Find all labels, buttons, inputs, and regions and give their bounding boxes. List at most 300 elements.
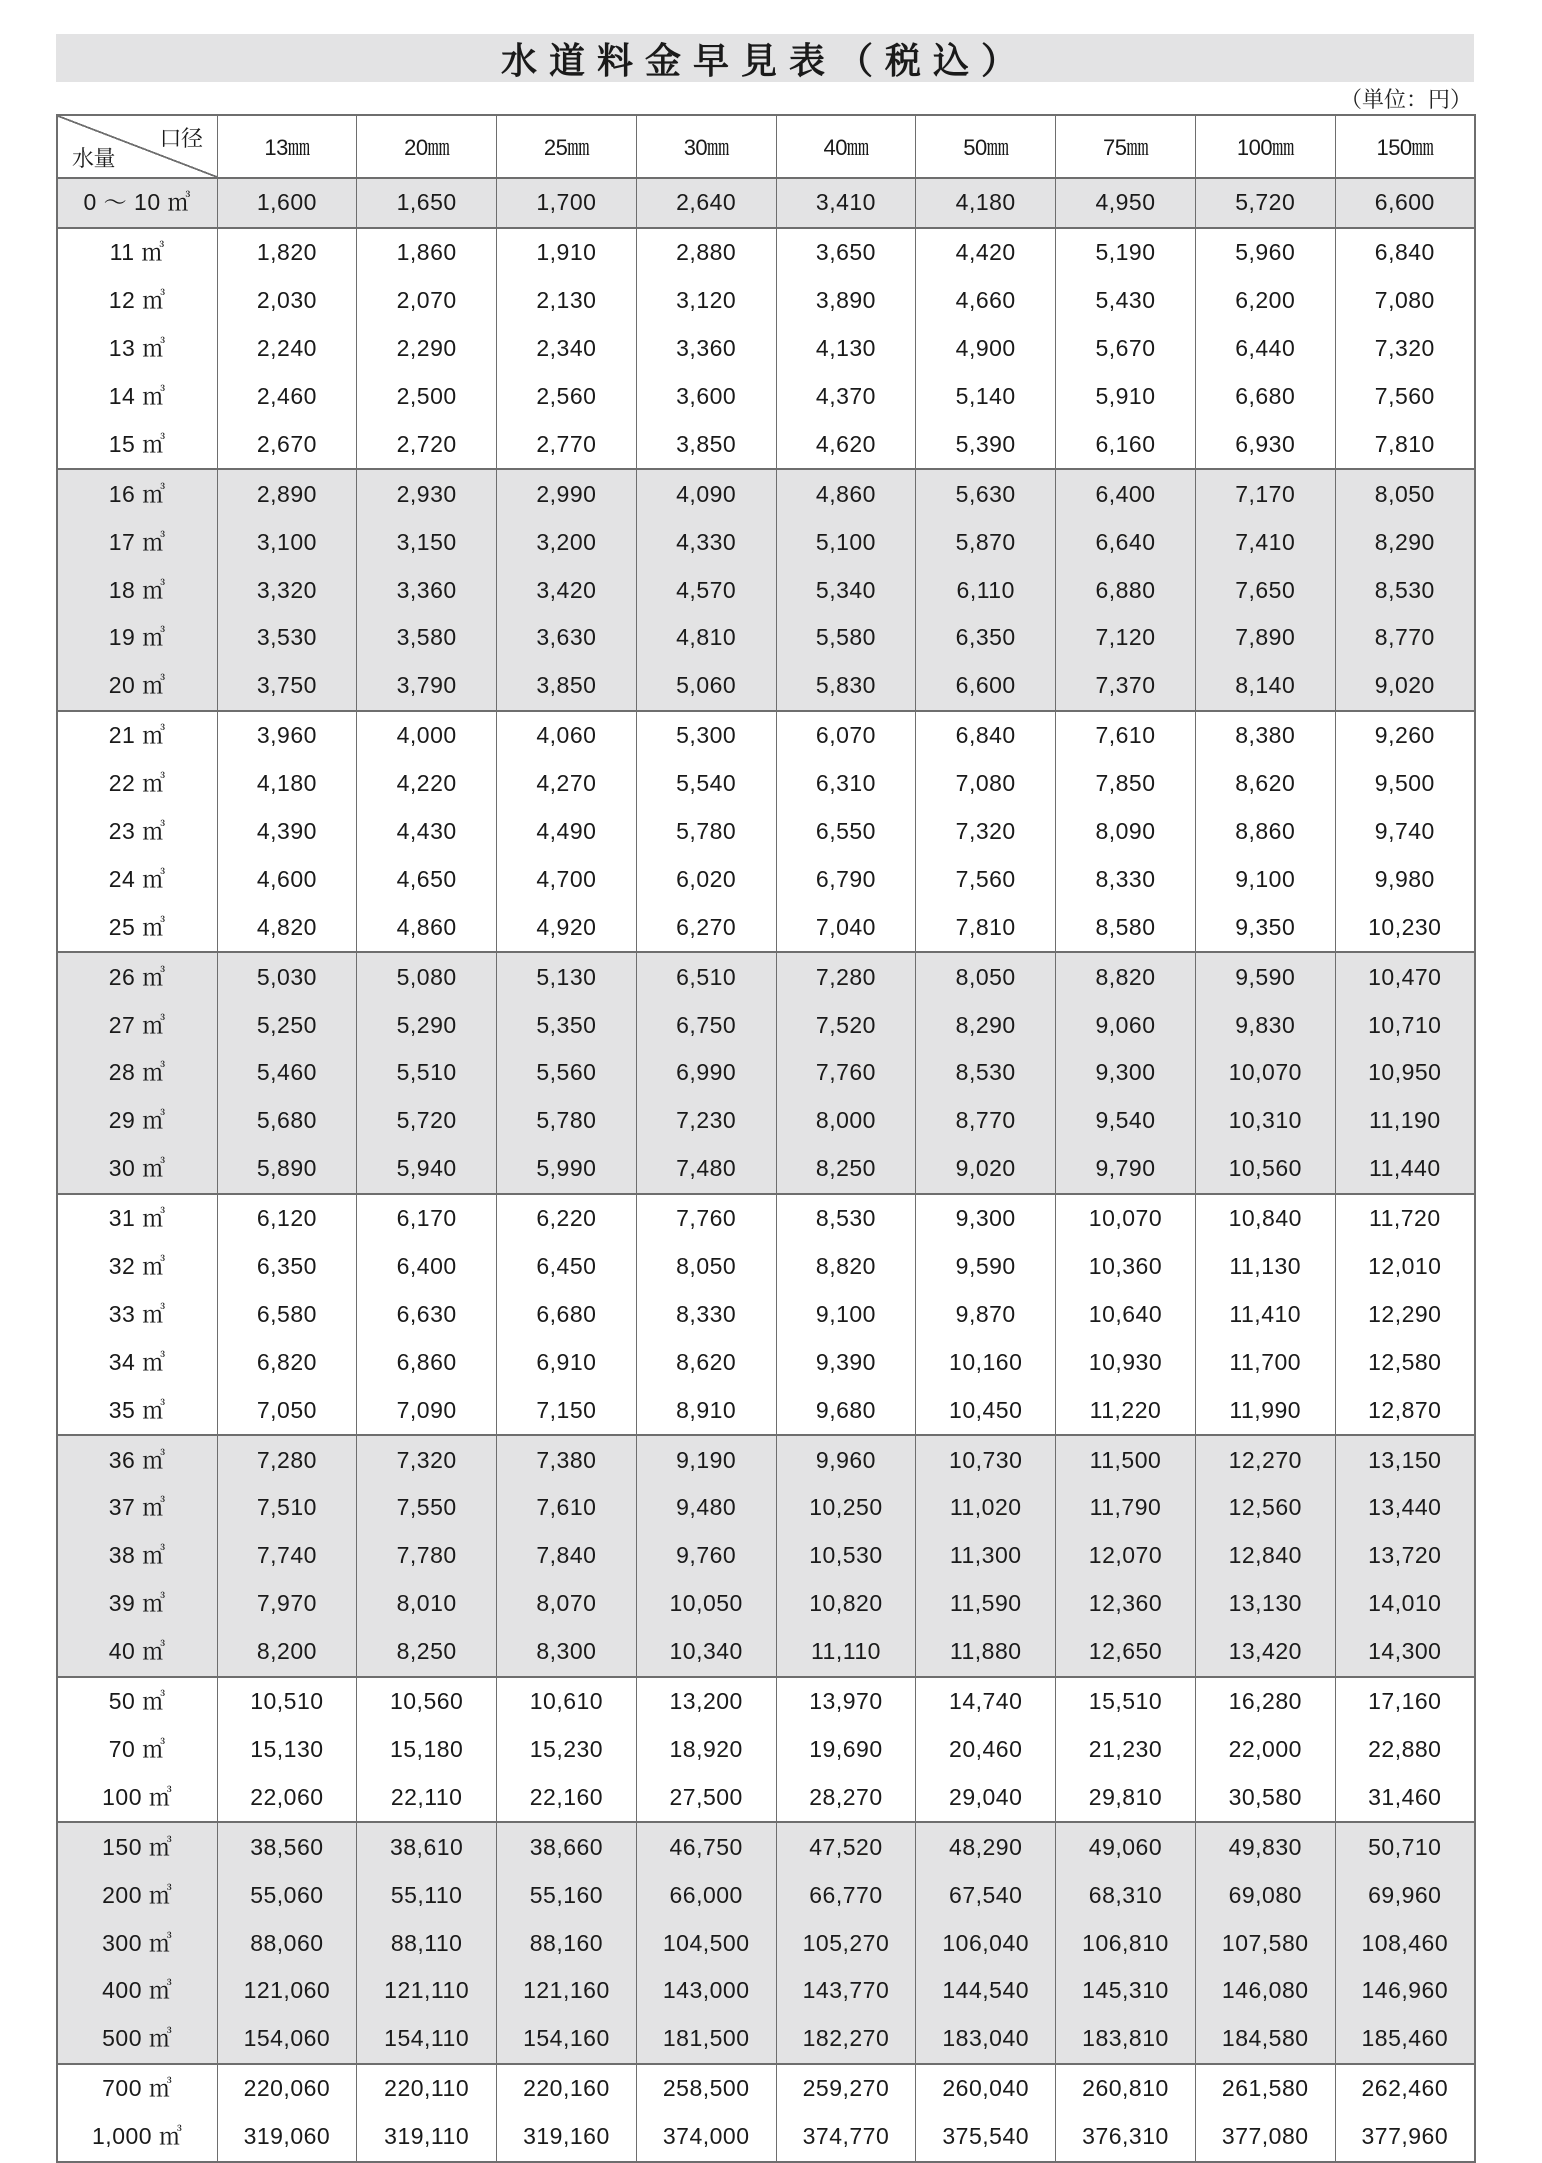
- table-row: [57, 1145, 1475, 1194]
- header-row: [57, 115, 1475, 178]
- table-row: [57, 1919, 1475, 1967]
- rate-cell: 121,060: [217, 1967, 357, 2015]
- rate-cell: 5,670: [1056, 325, 1196, 373]
- rate-cell: 29,040: [916, 1773, 1056, 1822]
- rate-cell: 11,220: [1056, 1386, 1196, 1435]
- table-row: [57, 178, 1475, 228]
- rate-cell: 8,330: [1056, 855, 1196, 903]
- rate-cell: 19,690: [776, 1726, 916, 1774]
- rate-cell: 2,770: [497, 420, 637, 469]
- rate-cell: 146,960: [1335, 1967, 1475, 2015]
- rate-cell: 3,320: [217, 566, 357, 614]
- rate-cell: 16,280: [1195, 1677, 1335, 1726]
- rate-cell: 6,790: [776, 855, 916, 903]
- rate-cell: 7,090: [357, 1386, 497, 1435]
- rate-cell: 6,270: [636, 903, 776, 952]
- rate-cell: 2,460: [217, 373, 357, 421]
- rate-cell: 30,580: [1195, 1773, 1335, 1822]
- rate-cell: 6,680: [1195, 373, 1335, 421]
- rate-cell: 377,080: [1195, 2113, 1335, 2162]
- volume-cell: 24 ㎥: [57, 855, 217, 903]
- rate-cell: 7,050: [217, 1386, 357, 1435]
- rate-cell: 5,890: [217, 1145, 357, 1194]
- rate-cell: 108,460: [1335, 1919, 1475, 1967]
- table-row: [57, 1967, 1475, 2015]
- volume-cell: 20 ㎥: [57, 662, 217, 711]
- table-row: [57, 1243, 1475, 1291]
- rate-cell: 145,310: [1056, 1967, 1196, 2015]
- table-row: [57, 228, 1475, 277]
- rate-cell: 7,560: [1335, 373, 1475, 421]
- rate-cell: 22,880: [1335, 1726, 1475, 1774]
- rate-cell: 7,810: [1335, 420, 1475, 469]
- rate-cell: 374,770: [776, 2113, 916, 2162]
- rate-cell: 9,540: [1056, 1097, 1196, 1145]
- table-row: [57, 662, 1475, 711]
- table-row: [57, 373, 1475, 421]
- rate-cell: 5,780: [636, 808, 776, 856]
- rate-cell: 15,180: [357, 1726, 497, 1774]
- rate-cell: 8,580: [1056, 903, 1196, 952]
- table-row: [57, 952, 1475, 1001]
- rate-cell: 6,840: [916, 711, 1056, 760]
- rate-cell: 5,430: [1056, 277, 1196, 325]
- rate-cell: 5,060: [636, 662, 776, 711]
- table-row: [57, 1871, 1475, 1919]
- rate-cell: 6,170: [357, 1194, 497, 1243]
- rate-cell: 4,270: [497, 760, 637, 808]
- rate-cell: 11,880: [916, 1628, 1056, 1677]
- rate-cell: 66,770: [776, 1871, 916, 1919]
- rate-cell: 2,500: [357, 373, 497, 421]
- volume-cell: 29 ㎥: [57, 1097, 217, 1145]
- rate-cell: 8,330: [636, 1290, 776, 1338]
- rate-cell: 144,540: [916, 1967, 1056, 2015]
- volume-label: 水量: [72, 146, 116, 171]
- table-row: [57, 1532, 1475, 1580]
- rate-cell: 12,070: [1056, 1532, 1196, 1580]
- rate-cell: 5,680: [217, 1097, 357, 1145]
- rate-cell: 8,200: [217, 1628, 357, 1677]
- table-row: [57, 1677, 1475, 1726]
- volume-cell: 31 ㎥: [57, 1194, 217, 1243]
- volume-cell: 35 ㎥: [57, 1386, 217, 1435]
- rate-cell: 3,650: [776, 228, 916, 277]
- rate-cell: 31,460: [1335, 1773, 1475, 1822]
- rate-cell: 4,820: [217, 903, 357, 952]
- volume-cell: 14 ㎥: [57, 373, 217, 421]
- rate-cell: 121,110: [357, 1967, 497, 2015]
- rate-cell: 69,080: [1195, 1871, 1335, 1919]
- rate-cell: 8,770: [1335, 614, 1475, 662]
- rate-cell: 6,820: [217, 1338, 357, 1386]
- rate-cell: 17,160: [1335, 1677, 1475, 1726]
- rate-cell: 3,600: [636, 373, 776, 421]
- rate-cell: 50,710: [1335, 1822, 1475, 1871]
- rate-cell: 11,110: [776, 1628, 916, 1677]
- rate-cell: 4,620: [776, 420, 916, 469]
- rate-cell: 3,750: [217, 662, 357, 711]
- rate-cell: 11,190: [1335, 1097, 1475, 1145]
- rate-cell: 8,290: [1335, 518, 1475, 566]
- rate-cell: 5,100: [776, 518, 916, 566]
- rate-cell: 9,060: [1056, 1001, 1196, 1049]
- rate-cell: 9,020: [1335, 662, 1475, 711]
- volume-cell: 150 ㎥: [57, 1822, 217, 1871]
- rate-cell: 4,650: [357, 855, 497, 903]
- rate-cell: 6,120: [217, 1194, 357, 1243]
- rate-cell: 4,860: [357, 903, 497, 952]
- caliber-header: 150㎜: [1335, 115, 1475, 178]
- page-title: 水道料金早見表（税込）: [500, 40, 1029, 82]
- rate-cell: 29,810: [1056, 1773, 1196, 1822]
- caliber-header: 13㎜: [217, 115, 357, 178]
- rate-cell: 8,250: [357, 1628, 497, 1677]
- table-row: [57, 1194, 1475, 1243]
- rate-cell: 10,470: [1335, 952, 1475, 1001]
- rate-cell: 49,830: [1195, 1822, 1335, 1871]
- rate-cell: 38,560: [217, 1822, 357, 1871]
- rate-cell: 7,810: [916, 903, 1056, 952]
- rate-cell: 2,030: [217, 277, 357, 325]
- rate-cell: 6,880: [1056, 566, 1196, 614]
- rate-cell: 11,440: [1335, 1145, 1475, 1194]
- rate-cell: 49,060: [1056, 1822, 1196, 1871]
- rate-cell: 6,200: [1195, 277, 1335, 325]
- caliber-header: 20㎜: [357, 115, 497, 178]
- caliber-header: 50㎜: [916, 115, 1056, 178]
- rate-cell: 1,910: [497, 228, 637, 277]
- rate-cell: 2,990: [497, 469, 637, 518]
- table-row: [57, 2113, 1475, 2162]
- rate-cell: 22,160: [497, 1773, 637, 1822]
- rate-cell: 4,330: [636, 518, 776, 566]
- rate-cell: 7,510: [217, 1484, 357, 1532]
- rate-cell: 11,020: [916, 1484, 1056, 1532]
- rate-cell: 7,610: [1056, 711, 1196, 760]
- rate-cell: 5,910: [1056, 373, 1196, 421]
- volume-cell: 30 ㎥: [57, 1145, 217, 1194]
- rate-cell: 7,780: [357, 1532, 497, 1580]
- rate-cell: 10,930: [1056, 1338, 1196, 1386]
- rate-cell: 8,770: [916, 1097, 1056, 1145]
- rate-cell: 3,580: [357, 614, 497, 662]
- rate-cell: 4,860: [776, 469, 916, 518]
- volume-cell: 26 ㎥: [57, 952, 217, 1001]
- rate-cell: 376,310: [1056, 2113, 1196, 2162]
- rate-cell: 22,110: [357, 1773, 497, 1822]
- rate-cell: 5,780: [497, 1097, 637, 1145]
- rate-cell: 67,540: [916, 1871, 1056, 1919]
- rate-cell: 13,420: [1195, 1628, 1335, 1677]
- rate-cell: 8,380: [1195, 711, 1335, 760]
- volume-cell: 0 ～ 10 ㎥: [57, 178, 217, 228]
- rate-cell: 5,560: [497, 1049, 637, 1097]
- rate-cell: 6,580: [217, 1290, 357, 1338]
- volume-cell: 18 ㎥: [57, 566, 217, 614]
- rate-cell: 11,790: [1056, 1484, 1196, 1532]
- rate-cell: 106,040: [916, 1919, 1056, 1967]
- rate-cell: 5,870: [916, 518, 1056, 566]
- rate-cell: 14,300: [1335, 1628, 1475, 1677]
- rate-cell: 5,720: [1195, 178, 1335, 228]
- rate-cell: 8,290: [916, 1001, 1056, 1049]
- rate-cell: 4,600: [217, 855, 357, 903]
- unit-note: （単位：円）: [1339, 88, 1472, 113]
- rate-cell: 6,930: [1195, 420, 1335, 469]
- table-row: [57, 1386, 1475, 1435]
- rate-cell: 260,810: [1056, 2064, 1196, 2113]
- rate-cell: 10,530: [776, 1532, 916, 1580]
- volume-cell: 100 ㎥: [57, 1773, 217, 1822]
- rate-cell: 7,760: [776, 1049, 916, 1097]
- rate-cell: 11,990: [1195, 1386, 1335, 1435]
- rate-cell: 5,960: [1195, 228, 1335, 277]
- rate-cell: 10,050: [636, 1580, 776, 1628]
- rate-cell: 10,250: [776, 1484, 916, 1532]
- rate-cell: 185,460: [1335, 2015, 1475, 2064]
- rate-cell: 220,160: [497, 2064, 637, 2113]
- rate-cell: 3,890: [776, 277, 916, 325]
- rate-cell: 105,270: [776, 1919, 916, 1967]
- rate-cell: 12,290: [1335, 1290, 1475, 1338]
- rate-cell: 9,830: [1195, 1001, 1335, 1049]
- rate-cell: 3,530: [217, 614, 357, 662]
- table-row: [57, 903, 1475, 952]
- rate-cell: 6,910: [497, 1338, 637, 1386]
- rate-cell: 69,960: [1335, 1871, 1475, 1919]
- rate-cell: 1,700: [497, 178, 637, 228]
- rate-cell: 5,190: [1056, 228, 1196, 277]
- rate-cell: 6,510: [636, 952, 776, 1001]
- rate-cell: 3,790: [357, 662, 497, 711]
- rate-cell: 13,150: [1335, 1435, 1475, 1484]
- rate-cell: 1,600: [217, 178, 357, 228]
- rate-cell: 6,400: [357, 1243, 497, 1291]
- rate-cell: 6,750: [636, 1001, 776, 1049]
- volume-cell: 38 ㎥: [57, 1532, 217, 1580]
- table-row: [57, 711, 1475, 760]
- rate-cell: 10,610: [497, 1677, 637, 1726]
- rate-cell: 262,460: [1335, 2064, 1475, 2113]
- water-rate-table: [56, 114, 1476, 2163]
- rate-cell: 2,930: [357, 469, 497, 518]
- rate-cell: 4,490: [497, 808, 637, 856]
- rate-cell: 7,970: [217, 1580, 357, 1628]
- rate-cell: 7,120: [1056, 614, 1196, 662]
- rate-cell: 184,580: [1195, 2015, 1335, 2064]
- rate-cell: 10,640: [1056, 1290, 1196, 1338]
- rate-cell: 143,770: [776, 1967, 916, 2015]
- rate-cell: 7,280: [217, 1435, 357, 1484]
- rate-cell: 4,370: [776, 373, 916, 421]
- table-row: [57, 614, 1475, 662]
- table-row: [57, 325, 1475, 373]
- rate-cell: 4,950: [1056, 178, 1196, 228]
- rate-cell: 11,700: [1195, 1338, 1335, 1386]
- rate-cell: 9,980: [1335, 855, 1475, 903]
- rate-cell: 182,270: [776, 2015, 916, 2064]
- rate-cell: 6,400: [1056, 469, 1196, 518]
- rate-cell: 5,830: [776, 662, 916, 711]
- rate-cell: 10,310: [1195, 1097, 1335, 1145]
- rate-cell: 7,740: [217, 1532, 357, 1580]
- volume-cell: 15 ㎥: [57, 420, 217, 469]
- rate-cell: 12,580: [1335, 1338, 1475, 1386]
- rate-cell: 10,450: [916, 1386, 1056, 1435]
- volume-cell: 17 ㎥: [57, 518, 217, 566]
- rate-cell: 8,820: [776, 1243, 916, 1291]
- rate-cell: 4,660: [916, 277, 1056, 325]
- rate-cell: 375,540: [916, 2113, 1056, 2162]
- rate-cell: 8,070: [497, 1580, 637, 1628]
- rate-cell: 4,900: [916, 325, 1056, 373]
- volume-cell: 40 ㎥: [57, 1628, 217, 1677]
- caliber-header: 75㎜: [1056, 115, 1196, 178]
- rate-cell: 10,340: [636, 1628, 776, 1677]
- header-corner-cell: [57, 115, 217, 178]
- caliber-header: 40㎜: [776, 115, 916, 178]
- volume-cell: 1,000 ㎥: [57, 2113, 217, 2162]
- rate-cell: 3,150: [357, 518, 497, 566]
- rate-cell: 7,150: [497, 1386, 637, 1435]
- rate-cell: 8,860: [1195, 808, 1335, 856]
- rate-cell: 9,350: [1195, 903, 1335, 952]
- rate-cell: 5,250: [217, 1001, 357, 1049]
- rate-cell: 6,020: [636, 855, 776, 903]
- rate-cell: 22,000: [1195, 1726, 1335, 1774]
- rate-cell: 6,600: [1335, 178, 1475, 228]
- rate-cell: 21,230: [1056, 1726, 1196, 1774]
- rate-cell: 7,520: [776, 1001, 916, 1049]
- table-row: [57, 1773, 1475, 1822]
- table-row: [57, 808, 1475, 856]
- rate-cell: 2,720: [357, 420, 497, 469]
- volume-cell: 28 ㎥: [57, 1049, 217, 1097]
- rate-cell: 12,560: [1195, 1484, 1335, 1532]
- rate-cell: 11,130: [1195, 1243, 1335, 1291]
- volume-cell: 32 ㎥: [57, 1243, 217, 1291]
- rate-cell: 15,230: [497, 1726, 637, 1774]
- rate-cell: 4,430: [357, 808, 497, 856]
- rate-cell: 2,290: [357, 325, 497, 373]
- rate-cell: 9,190: [636, 1435, 776, 1484]
- rate-cell: 8,820: [1056, 952, 1196, 1001]
- rate-cell: 2,890: [217, 469, 357, 518]
- rate-cell: 12,010: [1335, 1243, 1475, 1291]
- rate-cell: 7,320: [916, 808, 1056, 856]
- rate-cell: 6,450: [497, 1243, 637, 1291]
- volume-cell: 21 ㎥: [57, 711, 217, 760]
- rate-cell: 6,640: [1056, 518, 1196, 566]
- table-row: [57, 277, 1475, 325]
- table-row: [57, 1628, 1475, 1677]
- rate-cell: 22,060: [217, 1773, 357, 1822]
- rate-cell: 88,160: [497, 1919, 637, 1967]
- rate-cell: 3,120: [636, 277, 776, 325]
- rate-cell: 5,350: [497, 1001, 637, 1049]
- rate-cell: 9,300: [1056, 1049, 1196, 1097]
- rate-cell: 154,160: [497, 2015, 637, 2064]
- rate-cell: 6,350: [916, 614, 1056, 662]
- rate-cell: 319,160: [497, 2113, 637, 2162]
- rate-cell: 5,340: [776, 566, 916, 614]
- rate-cell: 9,960: [776, 1435, 916, 1484]
- rate-cell: 13,440: [1335, 1484, 1475, 1532]
- table-row: [57, 1435, 1475, 1484]
- rate-cell: 6,350: [217, 1243, 357, 1291]
- rate-cell: 7,230: [636, 1097, 776, 1145]
- rate-cell: 7,760: [636, 1194, 776, 1243]
- rate-cell: 9,100: [776, 1290, 916, 1338]
- rate-cell: 3,200: [497, 518, 637, 566]
- rate-cell: 4,700: [497, 855, 637, 903]
- table-row: [57, 855, 1475, 903]
- rate-cell: 10,560: [357, 1677, 497, 1726]
- rate-cell: 10,070: [1195, 1049, 1335, 1097]
- rate-cell: 6,160: [1056, 420, 1196, 469]
- rate-cell: 5,580: [776, 614, 916, 662]
- rate-cell: 6,840: [1335, 228, 1475, 277]
- rate-cell: 8,050: [1335, 469, 1475, 518]
- rate-cell: 8,300: [497, 1628, 637, 1677]
- rate-cell: 7,550: [357, 1484, 497, 1532]
- table-row: [57, 1338, 1475, 1386]
- rate-cell: 3,360: [636, 325, 776, 373]
- rate-cell: 7,320: [1335, 325, 1475, 373]
- rate-cell: 143,000: [636, 1967, 776, 2015]
- rate-cell: 4,420: [916, 228, 1056, 277]
- volume-cell: 300 ㎥: [57, 1919, 217, 1967]
- rate-cell: 5,630: [916, 469, 1056, 518]
- rate-cell: 8,050: [636, 1243, 776, 1291]
- volume-cell: 34 ㎥: [57, 1338, 217, 1386]
- rate-cell: 220,060: [217, 2064, 357, 2113]
- rate-cell: 6,110: [916, 566, 1056, 614]
- rate-cell: 9,760: [636, 1532, 776, 1580]
- volume-cell: 27 ㎥: [57, 1001, 217, 1049]
- rate-cell: 38,610: [357, 1822, 497, 1871]
- rate-cell: 5,460: [217, 1049, 357, 1097]
- rate-cell: 2,640: [636, 178, 776, 228]
- rate-cell: 3,630: [497, 614, 637, 662]
- rate-cell: 10,950: [1335, 1049, 1475, 1097]
- rate-cell: 9,870: [916, 1290, 1056, 1338]
- rate-cell: 261,580: [1195, 2064, 1335, 2113]
- rate-cell: 5,140: [916, 373, 1056, 421]
- rate-cell: 13,130: [1195, 1580, 1335, 1628]
- rate-cell: 5,940: [357, 1145, 497, 1194]
- rate-cell: 4,390: [217, 808, 357, 856]
- rate-cell: 12,270: [1195, 1435, 1335, 1484]
- rate-cell: 38,660: [497, 1822, 637, 1871]
- rate-cell: 48,290: [916, 1822, 1056, 1871]
- table-row: [57, 1097, 1475, 1145]
- rate-cell: 9,480: [636, 1484, 776, 1532]
- rate-cell: 4,180: [916, 178, 1056, 228]
- rate-cell: 183,810: [1056, 2015, 1196, 2064]
- rate-cell: 8,530: [916, 1049, 1056, 1097]
- rate-cell: 4,060: [497, 711, 637, 760]
- volume-cell: 13 ㎥: [57, 325, 217, 373]
- rate-cell: 55,160: [497, 1871, 637, 1919]
- table-row: [57, 1822, 1475, 1871]
- volume-cell: 500 ㎥: [57, 2015, 217, 2064]
- rate-cell: 7,080: [1335, 277, 1475, 325]
- rate-cell: 9,020: [916, 1145, 1056, 1194]
- rate-cell: 6,070: [776, 711, 916, 760]
- rate-cell: 260,040: [916, 2064, 1056, 2113]
